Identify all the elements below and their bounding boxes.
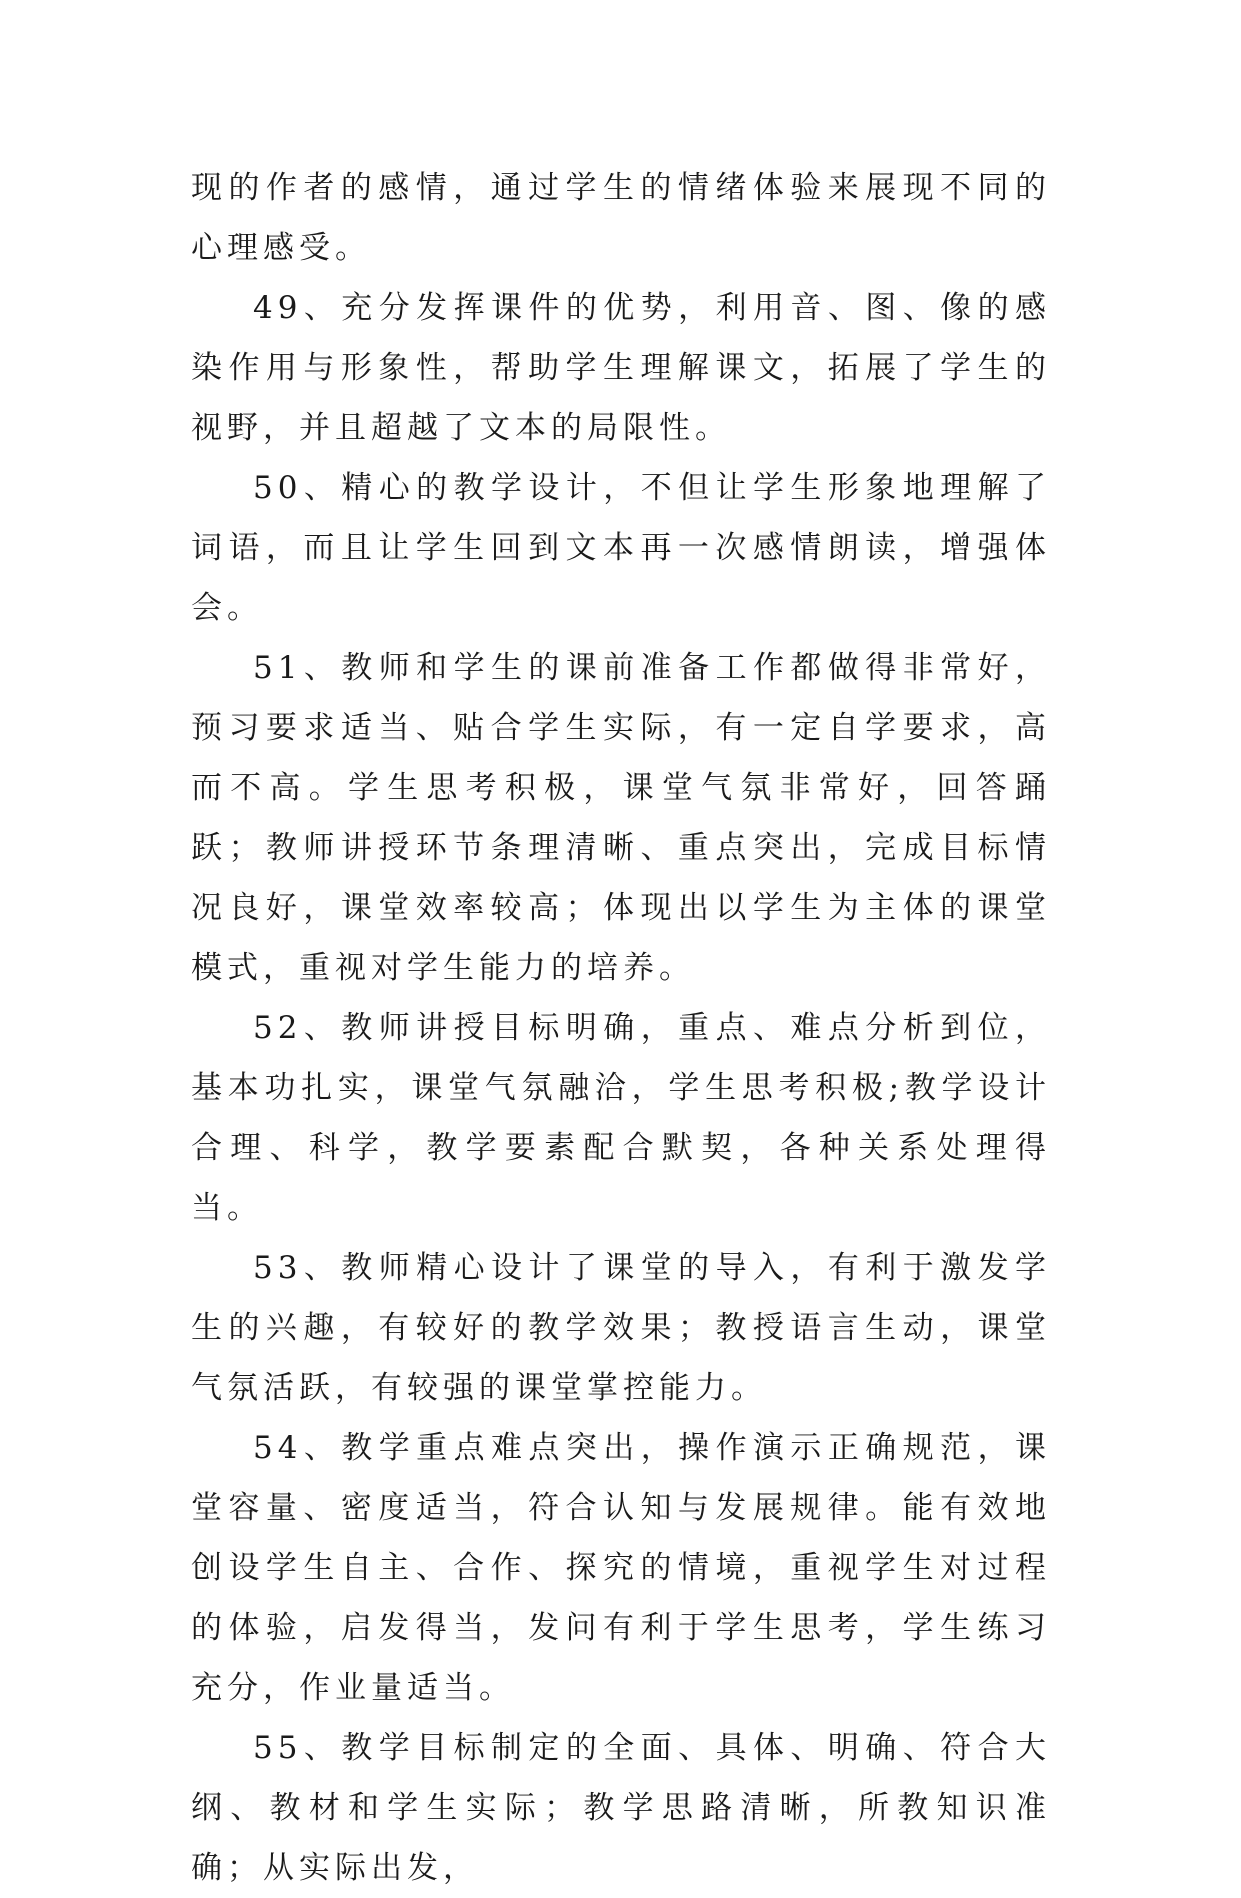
paragraph-continuation: 现的作者的感情，通过学生的情绪体验来展现不同的心理感受。 — [191, 170, 1051, 266]
paragraph-item-53: 53、教师精心设计了课堂的导入，有利于激发学生的兴趣，有较好的教学效果；教授语言生动，课堂气氛活跃，有较强的课堂掌控能力。 — [191, 1250, 1051, 1406]
paragraph-item-54: 54、教学重点难点突出，操作演示正确规范，课堂容量、密度适当，符合认知与发展规律。能有效地创设学生自主、合作、探究的情境，重视学生对过程的体验，启发得当，发问有利于学生思考，学生练习充分，作业量适当。 — [191, 1430, 1051, 1706]
document-body — [191, 158, 1051, 1898]
paragraph-item-51: 51、教师和学生的课前准备工作都做得非常好，预习要求适当、贴合学生实际，有一定自学要求，高而不高。学生思考积极，课堂气氛非常好，回答踊跃；教师讲授环节条理清晰、重点突出，完成目标情况良好，课堂效率较高；体现出以学生为主体的课堂模式，重视对学生能力的培养。 — [191, 650, 1051, 986]
paragraph-item-52: 52、教师讲授目标明确，重点、难点分析到位，基本功扎实，课堂气氛融洽，学生思考积极;教学设计合理、科学，教学要素配合默契，各种关系处理得当。 — [191, 1010, 1051, 1226]
paragraph-item-50: 50、精心的教学设计，不但让学生形象地理解了词语，而且让学生回到文本再一次感情朗读，增强体会。 — [191, 470, 1051, 626]
paragraph-item-55: 55、教学目标制定的全面、具体、明确、符合大纲、教材和学生实际；教学思路清晰，所教知识准确；从实际出发， — [191, 1730, 1051, 1886]
paragraph-item-49: 49、充分发挥课件的优势，利用音、图、像的感染作用与形象性，帮助学生理解课文，拓展了学生的视野，并且超越了文本的局限性。 — [191, 290, 1051, 446]
